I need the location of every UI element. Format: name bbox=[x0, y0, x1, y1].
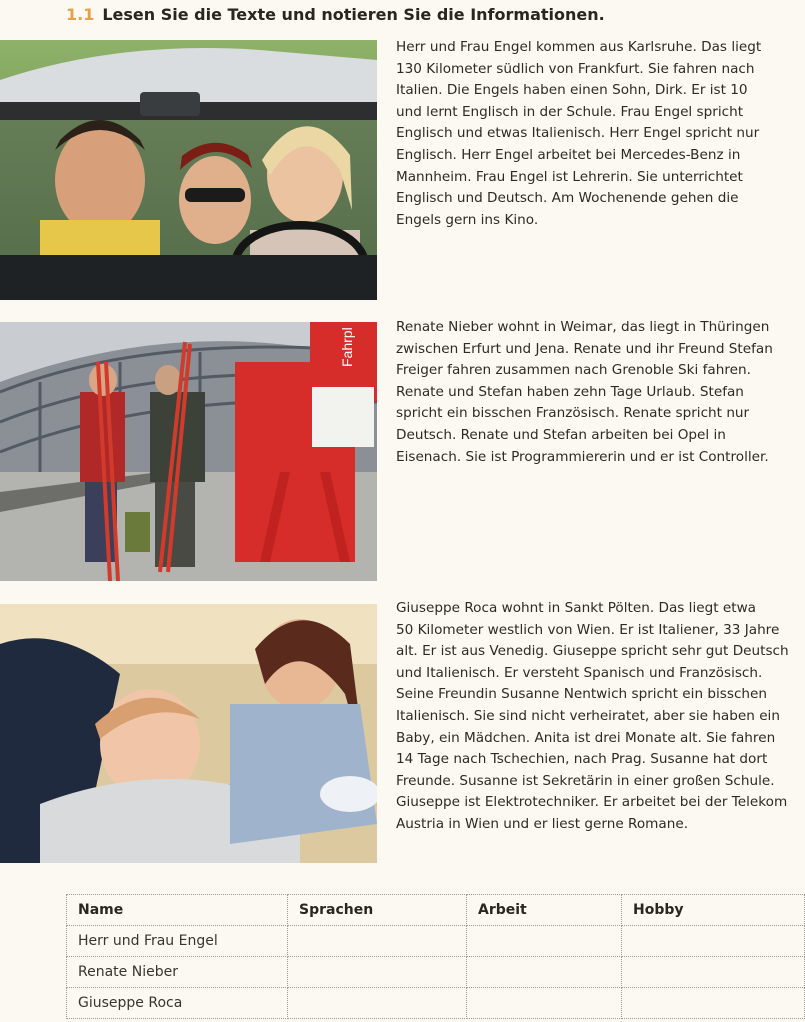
text-line: alt. Er ist aus Venedig. Giuseppe spricht sehr gut Deutsch bbox=[396, 643, 789, 660]
text-line: 130 Kilometer südlich von Frankfurt. Sie fahren nach bbox=[396, 60, 755, 77]
cell-arbeit[interactable] bbox=[467, 988, 622, 1019]
text-line: Italien. Die Engels haben einen Sohn, Dirk. Er ist 10 bbox=[396, 82, 748, 99]
text-line: Renate und Stefan haben zehn Tage Urlaub. Stefan bbox=[396, 383, 744, 400]
header-arbeit: Arbeit bbox=[467, 895, 622, 926]
photo-engel-family bbox=[0, 40, 377, 300]
cell-hobby[interactable] bbox=[622, 926, 805, 957]
text-line: Engels gern ins Kino. bbox=[396, 211, 539, 228]
table-row bbox=[67, 957, 805, 988]
cell-sprachen[interactable] bbox=[288, 988, 467, 1019]
exercise-heading bbox=[66, 5, 605, 24]
info-table bbox=[66, 894, 805, 1019]
text-line: Seine Freundin Susanne Nentwich spricht ein bisschen bbox=[396, 686, 768, 703]
text-line: Giuseppe ist Elektrotechniker. Er arbeitet bei der Telekom bbox=[396, 794, 788, 811]
text-line: Eisenach. Sie ist Programmiererin und er ist Controller. bbox=[396, 448, 769, 465]
station-sign: Fahrpl bbox=[339, 327, 355, 367]
photo-station-skiers bbox=[0, 322, 377, 581]
text-line: Baby, ein Mädchen. Anita ist drei Monate alt. Sie fahren bbox=[396, 729, 776, 746]
header-name: Name bbox=[67, 895, 288, 926]
text-line: Herr und Frau Engel kommen aus Karlsruhe. Das liegt bbox=[396, 39, 762, 55]
exercise-instruction: Lesen Sie die Texte und notieren Sie die Informationen. bbox=[102, 5, 605, 24]
cell-arbeit[interactable] bbox=[467, 926, 622, 957]
text-line: Freiger fahren zusammen nach Grenoble Ski fahren. bbox=[396, 362, 751, 379]
header-hobby: Hobby bbox=[622, 895, 805, 926]
text-line: spricht ein bisschen Französisch. Renate spricht nur bbox=[396, 405, 750, 422]
text-line: Austria in Wien und er liest gerne Romane. bbox=[396, 815, 689, 832]
text-line: 50 Kilometer westlich von Wien. Er ist Italiener, 33 Jahre bbox=[396, 621, 780, 638]
exercise-number: 1.1 bbox=[66, 5, 95, 24]
text-line: 14 Tage nach Tschechien, nach Prag. Susanne hat dort bbox=[396, 751, 768, 768]
text-line: Giuseppe Roca wohnt in Sankt Pölten. Das liegt etwa bbox=[396, 600, 757, 616]
photo-mother-baby bbox=[0, 604, 377, 863]
row-name: Renate Nieber bbox=[67, 957, 288, 988]
text-line: Mannheim. Frau Engel ist Lehrerin. Sie unterrichtet bbox=[396, 168, 743, 185]
text-engel bbox=[396, 37, 800, 231]
cell-sprachen[interactable] bbox=[288, 957, 467, 988]
text-line: und Italienisch. Er versteht Spanisch und Französisch. bbox=[396, 664, 763, 681]
header-sprachen: Sprachen bbox=[288, 895, 467, 926]
text-line: Englisch und Deutsch. Am Wochenende gehen die bbox=[396, 190, 739, 207]
text-line: zwischen Erfurt und Jena. Renate und ihr Freund Stefan bbox=[396, 340, 773, 357]
cell-hobby[interactable] bbox=[622, 988, 805, 1019]
text-line: Renate Nieber wohnt in Weimar, das liegt in Thüringen bbox=[396, 319, 770, 335]
text-line: Englisch und etwas Italienisch. Herr Engel spricht nur bbox=[396, 125, 760, 142]
cell-sprachen[interactable] bbox=[288, 926, 467, 957]
text-line: und lernt Englisch in der Schule. Frau Engel spricht bbox=[396, 103, 744, 120]
table-row bbox=[67, 988, 805, 1019]
table-row bbox=[67, 926, 805, 957]
text-line: Italienisch. Sie sind nicht verheiratet, aber sie haben ein bbox=[396, 707, 780, 724]
text-line: Englisch. Herr Engel arbeitet bei Mercedes-Benz in bbox=[396, 146, 741, 163]
row-name: Giuseppe Roca bbox=[67, 988, 288, 1019]
cell-hobby[interactable] bbox=[622, 957, 805, 988]
text-roca bbox=[396, 598, 800, 836]
text-line: Deutsch. Renate und Stefan arbeiten bei Opel in bbox=[396, 426, 726, 443]
cell-arbeit[interactable] bbox=[467, 957, 622, 988]
row-name: Herr und Frau Engel bbox=[67, 926, 288, 957]
text-line: Freunde. Susanne ist Sekretärin in einer großen Schule. bbox=[396, 772, 775, 789]
table-header-row bbox=[67, 895, 805, 926]
text-nieber bbox=[396, 317, 800, 468]
